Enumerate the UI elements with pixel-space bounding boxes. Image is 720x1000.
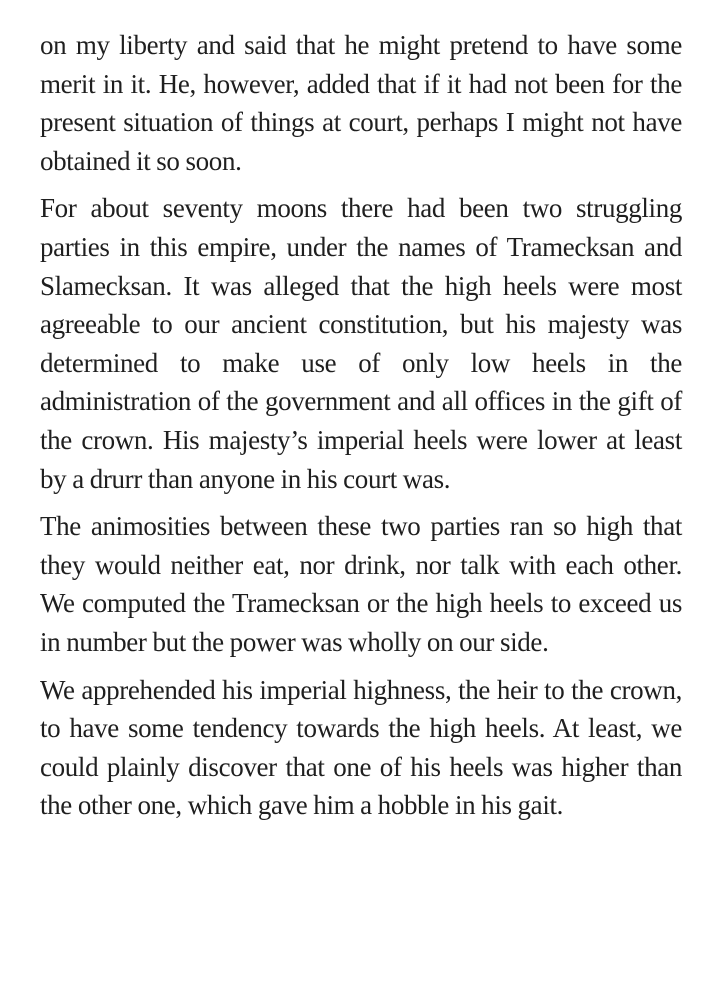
paragraph-parties: For about seventy moons there had been two struggling parties in this empire, under the names of Tramecksan and Slamecksan. It was alleged that the high heels were most agreeable to our ancient constitution, but his majesty was determined to make use of only low heels in the administration of the government and all offices in the gift of the crown. His majesty’s imperial heels were lower at least by a drurr than anyone in his court was. <box>40 193 682 494</box>
book-page <box>40 26 682 834</box>
paragraph-heir: We apprehended his imperial highness, the heir to the crown, to have some tendency towards the high heels. At least, we could plainly discover that one of his heels was higher than the other one, which gave him a hobble in his gait. <box>40 674 682 821</box>
paragraph-liberty: on my liberty and said that he might pretend to have some merit in it. He, however, added that if it had not been for the present situation of things at court, perhaps I might not have obtained it so soon. <box>40 30 682 176</box>
paragraph-animosities: The animosities between these two parties ran so high that they would neither eat, nor drink, nor talk with each other. We computed the Tramecksan or the high heels to exceed us in number but the power was wholly on our side. <box>40 511 682 657</box>
